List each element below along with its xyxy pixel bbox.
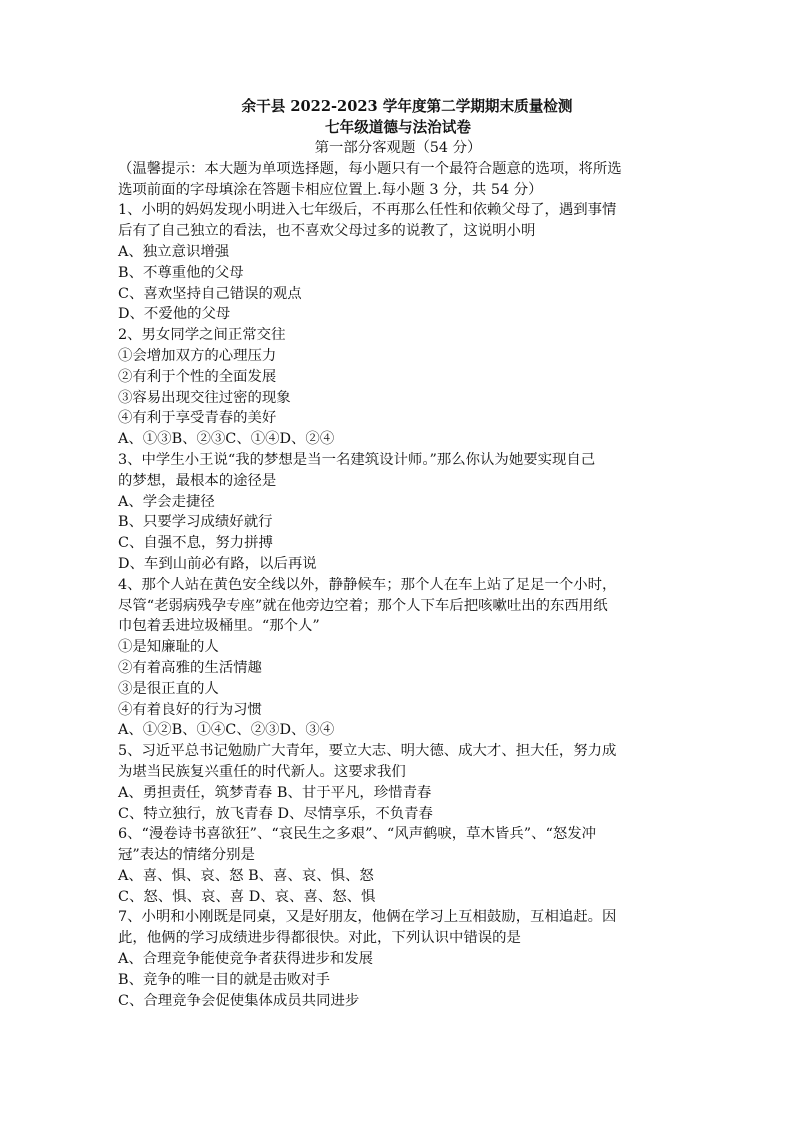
question-6-stem: 冠”表达的情绪分别是	[118, 847, 255, 864]
question-2-item: ④有利于享受青春的美好	[118, 410, 277, 427]
question-3-option-a: A、学会走捷径	[118, 493, 215, 510]
question-5-stem: 为堪当民族复兴重任的时代新人。这要求我们	[118, 763, 406, 780]
question-6-options: A、喜、惧、哀、怒 B、喜、哀、惧、怒	[118, 867, 374, 884]
question-5-options: A、勇担责任，筑梦青春 B、甘于平凡，珍惜青春	[118, 784, 432, 801]
question-4-item: ④有着良好的行为习惯	[118, 701, 262, 718]
question-4-item: ②有着高雅的生活情趣	[118, 659, 262, 676]
question-6-stem: 6、“漫卷诗书喜欲狂”、“哀民生之多艰”、“风声鹤唳，草木皆兵”、“怒发冲	[118, 826, 596, 843]
instruction-note: （温馨提示：本大题为单项选择题，每小题只有一个最符合题意的选项，将所选	[118, 160, 622, 177]
question-4-item: ③是很正直的人	[118, 680, 219, 697]
question-4-stem: 巾包着丢进垃圾桶里。“那个人”	[118, 618, 320, 635]
question-6-options: C、怒、惧、哀、喜 D、哀、喜、怒、惧	[118, 888, 376, 905]
question-1-option-a: A、独立意识增强	[118, 243, 230, 260]
section-heading: 第一部分客观题（54 分）	[314, 140, 482, 156]
question-7-stem: 此，他俩的学习成绩进步得都很快。对此，下列认识中错误的是	[118, 930, 521, 947]
exam-title: 余干县 2022-2023 学年度第二学期期末质量检测	[241, 98, 573, 115]
question-1-stem: 后有了自己独立的看法，也不喜欢父母过多的说教了，这说明小明	[118, 223, 536, 240]
question-2-item: ②有利于个性的全面发展	[118, 368, 277, 385]
question-7-stem: 7、小明和小刚既是同桌，又是好朋友，他俩在学习上互相鼓励，互相追赶。因	[118, 909, 617, 926]
question-5-stem: 5、习近平总书记勉励广大青年，要立大志、明大德、成大才、担大任，努力成	[118, 743, 617, 760]
question-4-stem: 4、那个人站在黄色安全线以外，静静候车；那个人在车上站了足足一个小时，	[118, 576, 617, 593]
question-7-option-b: B、竞争的唯一目的就是击败对手	[118, 971, 331, 988]
question-3-option-b: B、只要学习成绩好就行	[118, 514, 273, 531]
question-3-option-d: D、车到山前必有路，以后再说	[118, 555, 317, 572]
question-3-stem: 3、中学生小王说“我的梦想是当一名建筑设计师。”那么你认为她要实现自己	[118, 451, 596, 468]
question-4-stem: 尽管“老弱病残孕专座”就在他旁边空着；那个人下车后把咳嗽吐出的东西用纸	[118, 597, 608, 614]
question-7-option-c: C、合理竞争会促使集体成员共同进步	[118, 992, 360, 1009]
question-1-option-b: B、不尊重他的父母	[118, 264, 244, 281]
question-7-option-a: A、合理竞争能使竞争者获得进步和发展	[118, 951, 374, 968]
instruction-note: 选项前面的字母填涂在答题卡相应位置上.每小题 3 分，共 54 分）	[118, 181, 543, 198]
question-4-item: ①是知廉耻的人	[118, 639, 219, 656]
question-2-item: ③容易出现交往过密的现象	[118, 389, 291, 406]
question-3-option-c: C、自强不息，努力拼搏	[118, 535, 273, 552]
exam-page	[118, 96, 678, 1011]
question-1-option-c: C、喜欢坚持自己错误的观点	[118, 285, 302, 302]
question-2-options: A、①③B、②③C、①④D、②④	[118, 431, 335, 448]
question-2-stem: 2、男女同学之间正常交往	[118, 327, 286, 344]
question-2-item: ①会增加双方的心理压力	[118, 347, 277, 364]
question-5-options: C、特立独行，放飞青春 D、尽情享乐，不负青春	[118, 805, 433, 822]
exam-subtitle: 七年级道德与法治试卷	[325, 119, 471, 136]
question-4-options: A、①②B、①④C、②③D、③④	[118, 722, 335, 739]
question-1-stem: 1、小明的妈妈发现小明进入七年级后，不再那么任性和依赖父母了，遇到事情	[118, 202, 617, 219]
question-3-stem: 的梦想，最根本的途径是	[118, 472, 277, 489]
question-1-option-d: D、不爱他的父母	[118, 306, 231, 323]
